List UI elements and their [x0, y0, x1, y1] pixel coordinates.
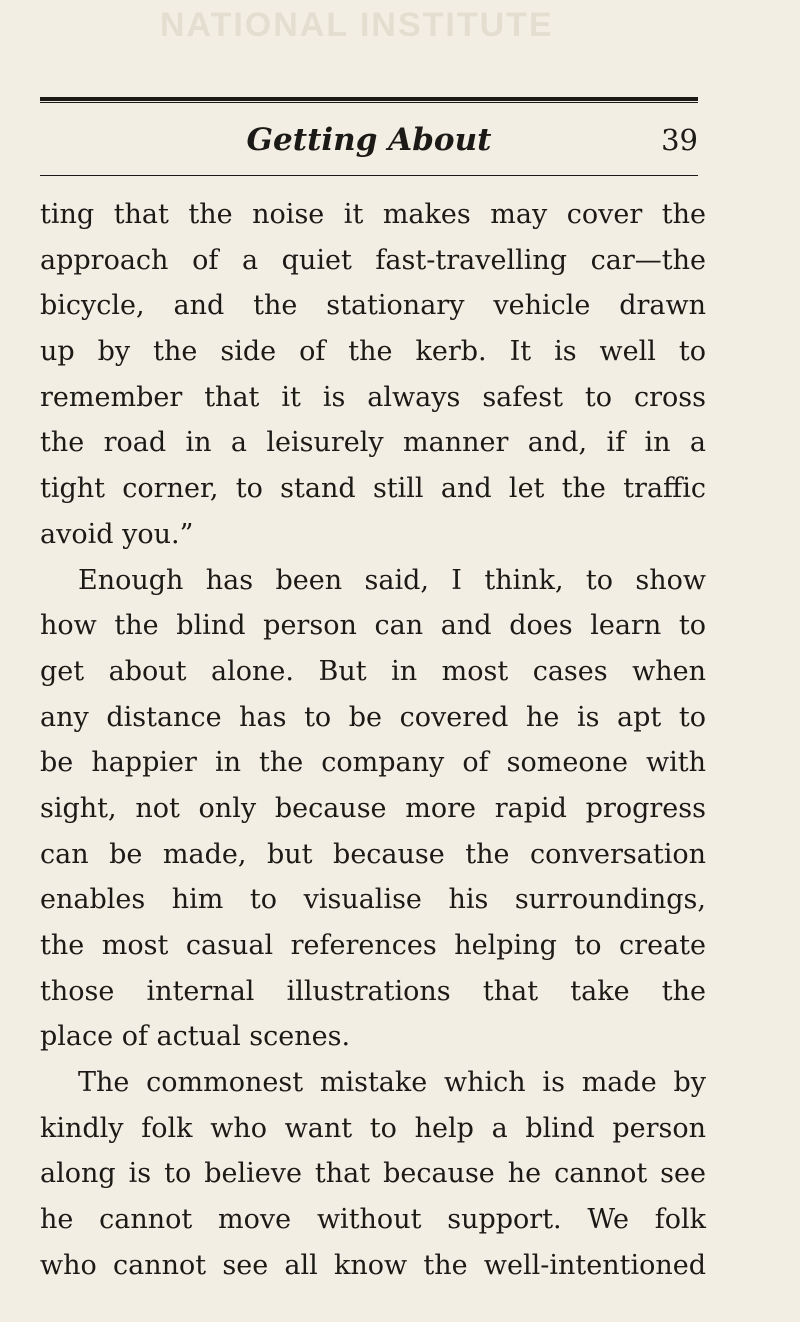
header-rule [40, 175, 698, 176]
text-line: how the blind person can and does learn to [40, 610, 706, 642]
text-line-paragraph-end: place of actual scenes. [40, 1021, 351, 1053]
text-line-paragraph-start: Enough has been said, I think, to show [78, 564, 706, 596]
text-line: bicycle, and the stationary vehicle drawn [40, 290, 706, 322]
text-line: along is to believe that because he cannot see [40, 1158, 706, 1190]
text-line: remember that it is always safest to cross [40, 381, 706, 413]
text-line-paragraph-start: The commonest mistake which is made by [78, 1067, 706, 1099]
text-line: he cannot move without support. We folk [40, 1204, 706, 1236]
text-line: who cannot see all know the well-intentioned [40, 1249, 706, 1281]
text-line: up by the side of the kerb. It is well to [40, 336, 706, 368]
text-line: any distance has to be covered he is apt to [40, 701, 706, 733]
header-double-rule [40, 97, 698, 103]
text-line: those internal illustrations that take the [40, 975, 706, 1007]
running-head [40, 112, 698, 168]
text-line: tight corner, to stand still and let the traffic [40, 473, 706, 505]
text-line: the road in a leisurely manner and, if in a [40, 427, 706, 459]
text-line: sight, not only because more rapid progress [40, 792, 706, 824]
text-line: can be made, but because the conversation [40, 838, 706, 870]
text-line: ting that the noise it makes may cover the [40, 199, 706, 230]
text-line: get about alone. But in most cases when [40, 655, 706, 687]
text-line: approach of a quiet fast-travelling car—the [40, 244, 706, 276]
running-title: Getting About [246, 122, 492, 158]
text-line: be happier in the company of someone with [40, 747, 706, 779]
text-line: enables him to visualise his surroundings, [40, 884, 706, 916]
text-line: the most casual references helping to create [40, 930, 706, 961]
text-line: kindly folk who want to help a blind person [40, 1112, 706, 1144]
body-text [40, 192, 706, 1289]
bleed-through-stamp: NATIONAL INSTITUTE [160, 6, 554, 44]
page-number: 39 [661, 123, 698, 157]
text-line-paragraph-end: avoid you.” [40, 518, 194, 550]
